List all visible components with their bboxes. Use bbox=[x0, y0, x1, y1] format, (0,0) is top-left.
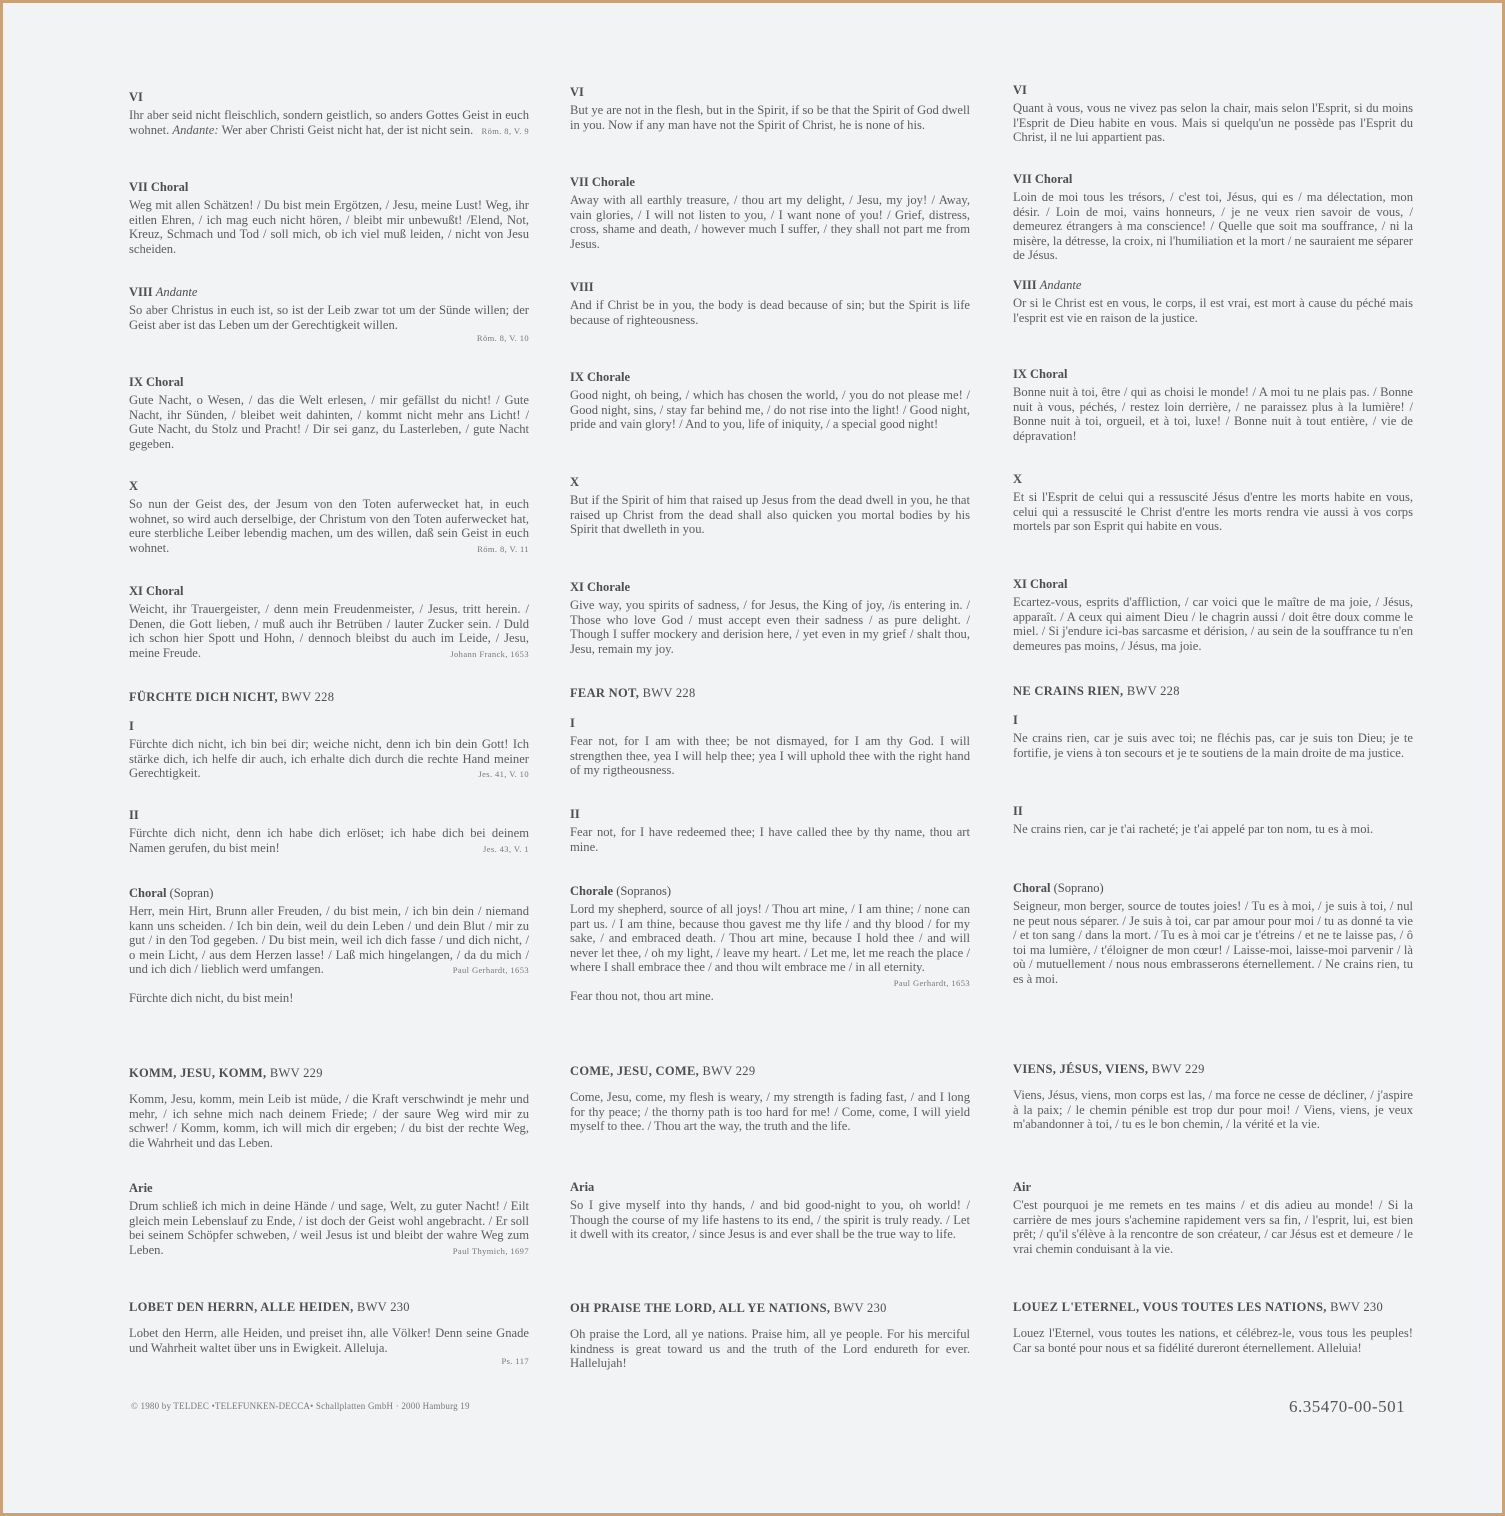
en-title-bwv229 bbox=[570, 1064, 970, 1134]
en-bwv228-section-1 bbox=[570, 716, 970, 778]
tempo-marking: Andante bbox=[155, 285, 198, 299]
bwv-number: BWV 228 bbox=[642, 686, 696, 700]
fr-bwv228-section-2 bbox=[1013, 804, 1413, 837]
bwv-number: BWV 228 bbox=[281, 690, 335, 704]
en-bwv229-aria bbox=[570, 1180, 970, 1242]
scripture-reference: Röm. 8, V. 9 bbox=[481, 125, 529, 136]
section-number: VI bbox=[129, 90, 143, 104]
work-title: NE CRAINS RIEN, BWV 228 bbox=[1013, 684, 1180, 698]
section-text: Fürchte dich nicht, ich bin bei dir; weiche nicht, denn ich bin dein Gott! Ich stärke dich, ich helfe dir auch, ich erhalte dich durch die rechte Hand meiner Gerechtigkeit. Jes. 41, V. 10 bbox=[129, 737, 529, 781]
section-text: Give way, you spirits of sadness, / for Jesus, the King of joy, /is entering in. / Those who love God / must accept even their sadness / as pure delight. / Though I suffer mockery and derision here, / yet even in my grief / shalt thou, Jesu, remain my joy. bbox=[570, 598, 970, 656]
section-text: Ne crains rien, car je t'ai racheté; je t'ai appelé par ton nom, tu es à moi. bbox=[1013, 822, 1374, 836]
section-text: Weg mit allen Schätzen! / Du bist mein Ergötzen, / Jesu, meine Lust! Weg, ihr eitlen Ehren, / ich mag euch nicht hören, / bleibt mir unbewußt! /Elend, Not, Kreuz, Schmach und Tod / soll mich, ob ich viel muß leiden, / nicht von Jesu scheiden. bbox=[129, 198, 529, 256]
de-section-7 bbox=[129, 180, 529, 256]
section-text: Fürchte dich nicht, denn ich habe dich erlöset; ich habe dich bei deinem Namen gerufen, du bist mein! Jes. 43, V. 1 bbox=[129, 826, 529, 855]
catalog-number: 6.35470-00-501 bbox=[1289, 1397, 1406, 1416]
fr-section-7 bbox=[1013, 172, 1413, 263]
section-heading: Arie bbox=[129, 1181, 153, 1195]
scripture-reference: Röm. 8, V. 10 bbox=[476, 333, 529, 344]
section-text: Oh praise the Lord, all ye nations. Praise him, all ye people. For his merciful kindness is great toward us and the truth of the Lord endureth for ever. Hallelujah! bbox=[570, 1327, 970, 1371]
section-text: Lord my shepherd, source of all joys! / Thou art mine, / I am thine; / none can part us. / I am thine, because thou gavest me thy life / and thy blood / for my sake, / and embraced death. / Thou art mine, because I hold thee / and will never let thee, / oh my light, / leave my heart. / Let me, let me reach the place / where I shall embrace thee / and thou wilt embrace me / in all eternity. Paul Gerhardt, 1653 bbox=[570, 902, 970, 988]
section-heading: Air bbox=[1013, 1180, 1032, 1194]
section-text: Herr, mein Hirt, Brunn aller Freuden, / du bist mein, / ich bin dein / niemand kann uns scheiden. / Ich bin dein, weil du dein Leben / und dein Blut / mir zu gut / in den Tod gegeben. / Du bist mein, weil ich dich fasse / und dich nicht, / o mein Licht, / aus dem Herzen lasse! / Laß mich hingelangen, / da du mich / und ich dich / lieblich werd umfangen. Paul Gerhardt, 1653 bbox=[129, 904, 529, 977]
section-text: So aber Christus in euch ist, so ist der Leib zwar tot um der Sünde willen; der Geist aber ist das Leben um der Gerechtigkeit willen. bbox=[129, 303, 529, 332]
scripture-reference: Jes. 41, V. 10 bbox=[478, 769, 529, 780]
work-title: FÜRCHTE DICH NICHT, BWV 228 bbox=[129, 690, 335, 704]
author-credit: Paul Gerhardt, 1653 bbox=[452, 965, 529, 976]
section-text: But ye are not in the flesh, but in the Spirit, if so be that the Spirit of God dwell in you. Now if any man have not the Spirit of Christ, he is none of his. bbox=[570, 103, 970, 132]
section-text: But if the Spirit of him that raised up Jesus from the dead dwell in you, he that raised up Christ from the dead shall also quicken you mortal bodies by his Spirit that dwelleth in you. bbox=[570, 493, 970, 537]
en-section-6 bbox=[570, 85, 970, 132]
en-section-9 bbox=[570, 370, 970, 432]
section-number: X bbox=[129, 479, 139, 493]
fr-bwv228-section-1 bbox=[1013, 713, 1413, 760]
section-text: Viens, Jésus, viens, mon corps est las, / ma force ne cesse de décliner, / j'aspire à la paix; / le chemin pénible est trop dur pour moi! / Viens, viens, je veux m'abandonner à toi, / tu es le bon chemin, / la vérité et la vie. bbox=[1013, 1088, 1413, 1132]
en-section-8 bbox=[570, 280, 970, 327]
section-text: Loin de moi tous les trésors, / c'est toi, Jésus, qui es / ma délectation, mon désir. / Loin de moi, vains honneurs, / je ne veux rien savoir de vous, / demeurez étrangers à ma conscience! / Quelle que soit ma souffrance, / ni la misère, la détresse, la croix, ni l'humiliation et la mort / ne sauraient me séparer de Jésus. bbox=[1013, 190, 1413, 263]
bwv-number: BWV 230 bbox=[356, 1300, 410, 1314]
fr-bwv229-air bbox=[1013, 1180, 1413, 1256]
de-section-11 bbox=[129, 584, 529, 660]
en-section-10 bbox=[570, 475, 970, 537]
fr-section-10 bbox=[1013, 472, 1413, 534]
en-bwv228-chorale bbox=[570, 884, 970, 1004]
section-heading: VIII Andante bbox=[1013, 278, 1082, 292]
en-bwv228-section-2 bbox=[570, 807, 970, 854]
section-text: Weicht, ihr Trauergeister, / denn mein Freudenmeister, / Jesus, tritt herein. / Denen, die Gott lieben, / muß auch ihr Betrüben / lauter Zucker sein. / Duld ich schon hier Spott und Hohn, / dennoch bleibst du auch im Leide, / Jesu, meine Freude. Johann Franck, 1653 bbox=[129, 602, 529, 660]
en-title-bwv228 bbox=[570, 686, 970, 700]
section-text: Et si l'Esprit de celui qui a ressuscité Jésus d'entre les morts habite en vous, celui qui a ressuscité le Christ d'entre les morts rendra vie aussi à vos corps mortels par son Esprit qui habite en vous. bbox=[1013, 490, 1413, 534]
section-text: Louez l'Eternel, vous toutes les nations, et célébrez-le, vous tous les peuples! Car sa bonté pour nous et sa fidélité dureront éternellement. Alleluia! bbox=[1013, 1326, 1413, 1355]
section-number: I bbox=[1013, 713, 1018, 727]
section-number: VI bbox=[1013, 83, 1027, 97]
section-text: So I give myself into thy hands, / and bid good-night to you, oh world! / Though the course of my life hastens to its end, / the spirit is truly ready. / Let it dwell with its creator, / since Jesus is and ever shall be the true way to life. bbox=[570, 1198, 970, 1242]
de-section-6 bbox=[129, 90, 529, 137]
section-number: II bbox=[129, 808, 139, 822]
section-text: Ecartez-vous, esprits d'affliction, / car voici que le maître de ma joie, / Jésus, apparaît. / A ceux qui aiment Dieu / le chagrin aussi / doit être doux comme le miel. / Si j'endure ici-bas sarcasme et dérision, / au sein de la souffrance tu n'en demeures pas moins, / Jésus, ma joie. bbox=[1013, 595, 1413, 653]
section-heading: Choral (Sopran) bbox=[129, 886, 214, 900]
voice-label: (Sopran) bbox=[169, 886, 214, 900]
de-title-bwv230 bbox=[129, 1300, 529, 1367]
section-heading: VIII Andante bbox=[129, 285, 198, 299]
section-text: Ihr aber seid nicht fleischlich, sondern geistlich, so anders Gottes Geist in euch wohnet. Andante: Wer aber Christi Geist nicht hat, der ist nicht sein. Röm. 8, V. 9 bbox=[129, 108, 529, 137]
section-number: I bbox=[570, 716, 575, 730]
section-number: X bbox=[1013, 472, 1023, 486]
section-heading: XI Chorale bbox=[570, 580, 631, 594]
copyright-notice: © 1980 by TELDEC •TELEFUNKEN-DECCA• Schallplatten GmbH · 2000 Hamburg 19 bbox=[131, 1401, 470, 1411]
fr-section-8 bbox=[1013, 278, 1413, 325]
section-number: X bbox=[570, 475, 580, 489]
section-text: Away with all earthly treasure, / thou art my delight, / Jesu, my joy! / Away, vain glories, / I will not listen to you, / I want none of you! / Grief, distress, cross, shame and death, / however much I suffer, / they shall not part me from Jesus. bbox=[570, 193, 970, 251]
en-section-11 bbox=[570, 580, 970, 656]
section-number: II bbox=[1013, 804, 1023, 818]
section-number: VI bbox=[570, 85, 584, 99]
section-text: Or si le Christ est en vous, le corps, il est vrai, est mort à cause du péché mais l'esprit est vie en raison de la justice. bbox=[1013, 296, 1413, 325]
fr-title-bwv228 bbox=[1013, 684, 1413, 698]
section-heading: VII Choral bbox=[129, 180, 189, 194]
section-text: C'est pourquoi je me remets en tes mains / et dis adieu au monde! / Si la carrière de mes jours s'achemine rapidement vers sa fin, / l'esprit, lui, est bien prêt; / qu'il s'élève à la rencontre de son créateur, / car Jésus est et demeure / le vrai chemin conduisant à la vie. bbox=[1013, 1198, 1413, 1256]
section-heading: Aria bbox=[570, 1180, 595, 1194]
section-text: Ne crains rien, car je suis avec toi; ne fléchis pas, car je suis ton Dieu; je te fortifie, je viens à ton secours et je te soutiens de la main droite de ma justice. bbox=[1013, 731, 1413, 760]
de-bwv228-section-2 bbox=[129, 808, 529, 855]
bwv-number: BWV 229 bbox=[702, 1064, 756, 1078]
de-section-10 bbox=[129, 479, 529, 555]
section-text: So nun der Geist des, der Jesum von den Toten auferwecket hat, in euch wohnet, so wird auch derselbige, der Christum von den Toten auferwecket hat, eure sterbliche Leiber lebendig machen, um des willen, daß sein Geist in euch wohnet. Röm. 8, V. 11 bbox=[129, 497, 529, 555]
bwv-number: BWV 230 bbox=[833, 1301, 887, 1315]
work-title: VIENS, JÉSUS, VIENS, BWV 229 bbox=[1013, 1062, 1205, 1076]
section-heading: XI Choral bbox=[1013, 577, 1068, 591]
de-bwv228-choral bbox=[129, 886, 529, 1006]
section-text: Good night, oh being, / which has chosen the world, / you do not please me! / Good night, sins, / stay far behind me, / do not rise into the light! / Good night, pride and vain glory! / And to you, life of iniquity, / a special good night! bbox=[570, 388, 970, 432]
scripture-reference: Jes. 43, V. 1 bbox=[483, 843, 529, 854]
work-title: KOMM, JESU, KOMM, BWV 229 bbox=[129, 1066, 323, 1080]
work-title: OH PRAISE THE LORD, ALL YE NATIONS, BWV 230 bbox=[570, 1301, 887, 1315]
section-number: II bbox=[570, 807, 580, 821]
fr-section-11 bbox=[1013, 577, 1413, 653]
section-text: Drum schließ ich mich in deine Hände / und sage, Welt, zu guter Nacht! / Eilt gleich mein Lebenslauf zu Ende, / ist doch der Geist wohl angebracht. / Er soll bei seinem Schöpfer schweben, / weil Jesus ist und bleibt der wahre Weg zum Leben. Paul Thymich, 1697 bbox=[129, 1199, 529, 1257]
fr-bwv228-choral bbox=[1013, 881, 1413, 987]
author-credit: Johann Franck, 1653 bbox=[450, 648, 529, 659]
closing-line: Fürchte dich nicht, du bist mein! bbox=[129, 990, 294, 1005]
work-title: COME, JESU, COME, BWV 229 bbox=[570, 1064, 756, 1078]
section-text: Gute Nacht, o Wesen, / das die Welt erlesen, / mir gefällst du nicht! / Gute Nacht, ihr Sünden, / bleibet weit dahinten, / kommt nicht mehr ans Licht! / Gute Nacht, du Stolz und Pracht! / Dir sei ganz, du Lasterleben, / gute Nacht gegeben. bbox=[129, 393, 529, 451]
work-title: LOBET DEN HERRN, ALLE HEIDEN, BWV 230 bbox=[129, 1300, 410, 1314]
de-bwv228-section-1 bbox=[129, 719, 529, 781]
de-section-9 bbox=[129, 375, 529, 451]
fr-title-bwv230 bbox=[1013, 1300, 1413, 1355]
section-text: Bonne nuit à toi, être / qui as choisi le monde! / A moi tu ne plais pas. / Bonne nuit à vous, péchés, / restez loin derrière, / ne paraissez plus à la lumière! / Bonne nuit à toi, orgueil, et à toi, luxe! / Bonne nuit à tout entière, / vie de dépravation! bbox=[1013, 385, 1413, 443]
section-heading: XI Choral bbox=[129, 584, 184, 598]
de-bwv229-aria bbox=[129, 1181, 529, 1257]
section-text: Lobet den Herrn, alle Heiden, und preiset ihn, alle Völker! Denn seine Gnade und Wahrheit waltet über uns in Ewigkeit. Alleluja. bbox=[129, 1326, 529, 1355]
de-title-bwv229 bbox=[129, 1066, 529, 1150]
scripture-reference: Röm. 8, V. 11 bbox=[477, 543, 529, 554]
section-text: And if Christ be in you, the body is dead because of sin; but the Spirit is life because of righteousness. bbox=[570, 298, 970, 327]
tempo-marking: Andante bbox=[1039, 278, 1082, 292]
section-text: Quant à vous, vous ne vivez pas selon la chair, mais selon l'Esprit, si du moins l'Esprit de Dieu habite en vous. Mais si quelqu'un ne possède pas l'Esprit du Christ, il ne lui appartient pas. bbox=[1013, 101, 1413, 145]
liner-notes-sheet bbox=[3, 3, 1502, 1513]
en-section-7 bbox=[570, 175, 970, 251]
section-number: VIII bbox=[570, 280, 594, 294]
section-heading: Choral (Soprano) bbox=[1013, 881, 1104, 895]
section-text: Komm, Jesu, komm, mein Leib ist müde, / die Kraft verschwindt je mehr und mehr, / ich sehne mich nach deinem Friede; / der saure Weg wird mir zu schwer! / Komm, komm, ich will mich dir ergeben; / du bist der rechte Weg, die Wahrheit und das Leben. bbox=[129, 1092, 529, 1150]
section-heading: IX Choral bbox=[1013, 367, 1068, 381]
section-heading: VII Choral bbox=[1013, 172, 1073, 186]
section-heading: IX Chorale bbox=[570, 370, 631, 384]
fr-section-9 bbox=[1013, 367, 1413, 443]
author-credit: Paul Thymich, 1697 bbox=[452, 1245, 529, 1256]
fr-title-bwv229 bbox=[1013, 1062, 1413, 1132]
section-text: Fear not, for I have redeemed thee; I have called thee by thy name, thou art mine. bbox=[570, 825, 970, 854]
de-section-8 bbox=[129, 285, 529, 344]
tempo-marking: Andante: bbox=[172, 122, 219, 137]
scripture-reference: Ps. 117 bbox=[501, 1356, 529, 1367]
bwv-number: BWV 230 bbox=[1330, 1300, 1384, 1314]
section-number: I bbox=[129, 719, 134, 733]
closing-line: Fear thou not, thou art mine. bbox=[570, 988, 714, 1003]
fr-section-6 bbox=[1013, 83, 1413, 145]
en-title-bwv230 bbox=[570, 1301, 970, 1371]
section-heading: VII Chorale bbox=[570, 175, 635, 189]
section-heading: Chorale (Sopranos) bbox=[570, 884, 672, 898]
voice-label: (Sopranos) bbox=[616, 884, 672, 898]
voice-label: (Soprano) bbox=[1053, 881, 1104, 895]
bwv-number: BWV 228 bbox=[1126, 684, 1180, 698]
section-heading: IX Choral bbox=[129, 375, 184, 389]
de-title-bwv228 bbox=[129, 690, 529, 704]
author-credit: Paul Gerhardt, 1653 bbox=[893, 977, 970, 988]
bwv-number: BWV 229 bbox=[269, 1066, 323, 1080]
section-text: Seigneur, mon berger, source de toutes joies! / Tu es à moi, / je suis à toi, / nul ne peut nous séparer. / Je suis à toi, car par amour pour moi / tu as donné ta vie / et ton sang / dans la mort. / Tu es à moi car je t'étreins / et ne te laisse pas, / ô toi ma lumière, / t'éloigner de mon cœur! / Laisse-moi, laisse-moi parvenir / là où / mutuellement / nous nous embrasserons éternellement. / Ne crains rien, tu es à moi. bbox=[1013, 899, 1413, 986]
bwv-number: BWV 229 bbox=[1151, 1062, 1205, 1076]
section-text: Fear not, for I am with thee; be not dismayed, for I am thy God. I will strengthen thee, yea I will help thee; yea I will uphold thee with the right hand of my rigtheousness. bbox=[570, 734, 970, 778]
work-title: LOUEZ L'ETERNEL, VOUS TOUTES LES NATIONS, BWV 230 bbox=[1013, 1300, 1384, 1314]
work-title: FEAR NOT, BWV 228 bbox=[570, 686, 696, 700]
section-text: Come, Jesu, come, my flesh is weary, / my strength is fading fast, / and I long for thy peace; / the thorny path is too hard for me! / Come, come, I will yield myself to thee. / Thou art the way, the truth and the life. bbox=[570, 1090, 970, 1134]
